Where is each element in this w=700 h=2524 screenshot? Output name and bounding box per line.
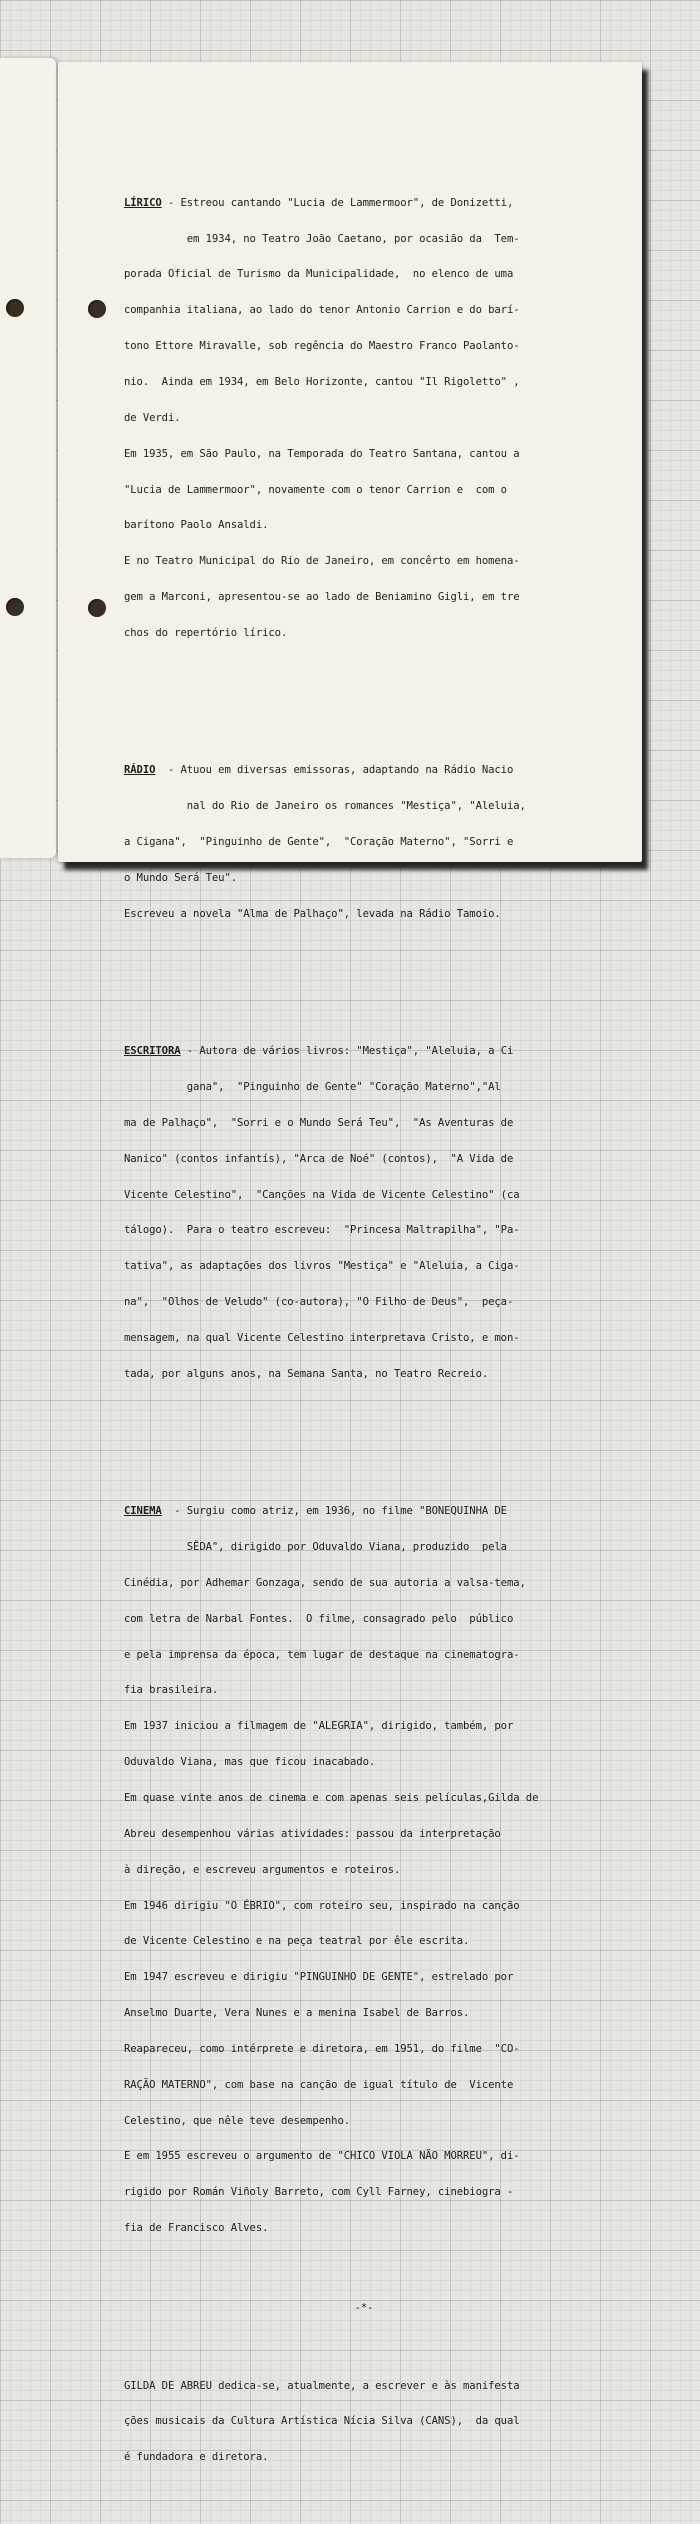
text-line: gana", "Pinguinho de Gente" "Coração Materno","Al bbox=[124, 1081, 501, 1094]
text-line: tada, por alguns anos, na Semana Santa, no Teatro Recreio. bbox=[124, 1367, 489, 1380]
text-line: Em 1947 escreveu e dirigiu "PINGUINHO DE GENTE", estrelado por bbox=[124, 1971, 514, 1984]
text-line: Em 1937 iniciou a filmagem de "ALEGRIA", dirigido, também, por bbox=[124, 1720, 514, 1733]
text-line: "Lucia de Lammermoor", novamente com o tenor Carrion e com o bbox=[124, 483, 507, 496]
section-heading-cinema: CINEMA bbox=[124, 1505, 162, 1518]
text-line: - Atuou em diversas emissoras, adaptando na Rádio Nacio bbox=[155, 764, 514, 777]
text-line: ma de Palhaço", "Sorri e o Mundo Será Teu", "As Aventuras de bbox=[124, 1116, 514, 1129]
text-line: chos do repertório lírico. bbox=[124, 626, 288, 639]
text-line: RAÇÃO MATERNO", com base na canção de igual título de Vicente bbox=[124, 2078, 514, 2091]
section-heading-escritora: ESCRITORA bbox=[124, 1045, 181, 1058]
text-line: Reapareceu, como intérprete e diretora, em 1951, do filme "CO- bbox=[124, 2042, 520, 2055]
text-line: é fundadora e diretora. bbox=[124, 2451, 269, 2464]
text-line: rigido por Román Viñoly Barreto, com Cyll Farney, cinebiogra - bbox=[124, 2186, 514, 2199]
text-line: nal do Rio de Janeiro os romances "Mestiça", "Aleluia, bbox=[124, 800, 526, 813]
section-heading-lirico: LÍRICO bbox=[124, 196, 162, 209]
text-line: mensagem, na qual Vicente Celestino interpretava Cristo, e mon- bbox=[124, 1331, 520, 1344]
text-line: Cinédia, por Adhemar Gonzaga, sendo de sua autoria a valsa-tema, bbox=[124, 1576, 526, 1589]
text-line: tativa", as adaptações dos livros "Mestiça" e "Aleluia, a Ciga- bbox=[124, 1260, 520, 1273]
text-line: - Surgiu como atriz, em 1936, no filme "BONEQUINHA DE bbox=[161, 1505, 507, 1518]
text-line: Em 1935, em São Paulo, na Temporada do Teatro Santana, cantou a bbox=[124, 447, 520, 460]
text-line: em 1934, no Teatro João Caetano, por ocasião da Tem- bbox=[124, 232, 520, 245]
text-line: Celestino, que nêle teve desempenho. bbox=[124, 2114, 351, 2127]
text-line: Abreu desempenhou várias atividades: passou da interpretação bbox=[124, 1827, 501, 1840]
text-line: gem a Marconi, apresentou-se ao lado de Beniamino Gigli, em tre bbox=[124, 591, 520, 604]
text-line: na", "Olhos de Veludo" (co-autora), "O Filho de Deus", peça- bbox=[124, 1296, 514, 1309]
text-line: e pela imprensa da época, tem lugar de destaque na cinematogra- bbox=[124, 1648, 520, 1661]
text-line: fia brasileira. bbox=[124, 1684, 219, 1697]
text-line: ções musicais da Cultura Artística Nícia Silva (CANS), da qual bbox=[124, 2415, 520, 2428]
text-line: GILDA DE ABREU dedica-se, atualmente, a escrever e às manifesta bbox=[124, 2379, 520, 2392]
text-line: Nanico" (contos infantís), "Arca de Noé" (contos), "A Vida de bbox=[124, 1152, 514, 1165]
text-line: - Estreou cantando "Lucia de Lammermoor", de Donizetti, bbox=[161, 196, 514, 209]
text-line: tono Ettore Miravalle, sob regência do Maestro Franco Paolanto- bbox=[124, 340, 520, 353]
text-line: Anselmo Duarte, Vera Nunes e a menina Isabel de Barros. bbox=[124, 2007, 470, 2020]
text-line: Em 1946 dirigiu "O ÉBRIO", com roteiro seu, inspirado na canção bbox=[124, 1899, 520, 1912]
document-page bbox=[58, 62, 642, 2464]
section-radio bbox=[124, 741, 604, 944]
text-line: Vicente Celestino", "Canções na Vida de Vicente Celestino" (ca bbox=[124, 1188, 520, 1201]
text-line: porada Oficial de Turismo da Municipalidade, no elenco de uma bbox=[124, 268, 514, 281]
text-line: tálogo). Para o teatro escreveu: "Princesa Maltrapilha", "Pa- bbox=[124, 1224, 520, 1237]
section-heading-radio: RÁDIO bbox=[124, 764, 156, 777]
text-line: fia de Francisco Alves. bbox=[124, 2222, 269, 2235]
closing-paragraph bbox=[124, 2357, 604, 2488]
text-line: SÊDA", dirigido por Oduvaldo Viana, produzido pela bbox=[124, 1541, 507, 1554]
text-line: de Verdi. bbox=[124, 411, 181, 424]
text-line: o Mundo Será Teu". bbox=[124, 871, 238, 884]
text-line: - Autora de vários livros: "Mestiça", "Aleluia, a Ci bbox=[180, 1045, 514, 1058]
text-line: à direção, e escreveu argumentos e roteiros. bbox=[124, 1863, 401, 1876]
section-separator: -*- bbox=[354, 2301, 374, 2314]
section-cinema bbox=[124, 1482, 604, 2259]
section-escritora bbox=[124, 1022, 604, 1404]
biography-text bbox=[124, 138, 604, 2524]
text-line: companhia italiana, ao lado do tenor Antonio Carrion e do barí- bbox=[124, 304, 520, 317]
punch-hole-top bbox=[6, 299, 24, 317]
text-line: E no Teatro Municipal do Rio de Janeiro, em concêrto em homena- bbox=[124, 555, 520, 568]
punch-hole-bottom bbox=[6, 598, 24, 616]
text-line: a Cigana", "Pinguinho de Gente", "Coração Materno", "Sorri e bbox=[124, 836, 514, 849]
text-line: Em quase vinte anos de cinema e com apenas seis películas,Gilda de bbox=[124, 1792, 539, 1805]
left-facing-page bbox=[0, 58, 56, 858]
text-line: Oduvaldo Viana, mas que ficou inacabado. bbox=[124, 1756, 376, 1769]
text-line: E em 1955 escreveu o argumento de "CHICO VIOLA NÃO MORREU", di- bbox=[124, 2150, 520, 2163]
punch-hole-top bbox=[88, 300, 106, 318]
text-line: barítono Paolo Ansaldi. bbox=[124, 519, 269, 532]
text-line: de Vicente Celestino e na peça teatral por êle escrita. bbox=[124, 1935, 470, 1948]
section-lirico bbox=[124, 174, 604, 664]
punch-hole-bottom bbox=[88, 599, 106, 617]
text-line: com letra de Narbal Fontes. O filme, consagrado pelo público bbox=[124, 1612, 514, 1625]
text-line: nio. Ainda em 1934, em Belo Horizonte, cantou "Il Rigoletto" , bbox=[124, 375, 520, 388]
text-line: Escreveu a novela "Alma de Palhaço", levada na Rádio Tamoio. bbox=[124, 907, 501, 920]
